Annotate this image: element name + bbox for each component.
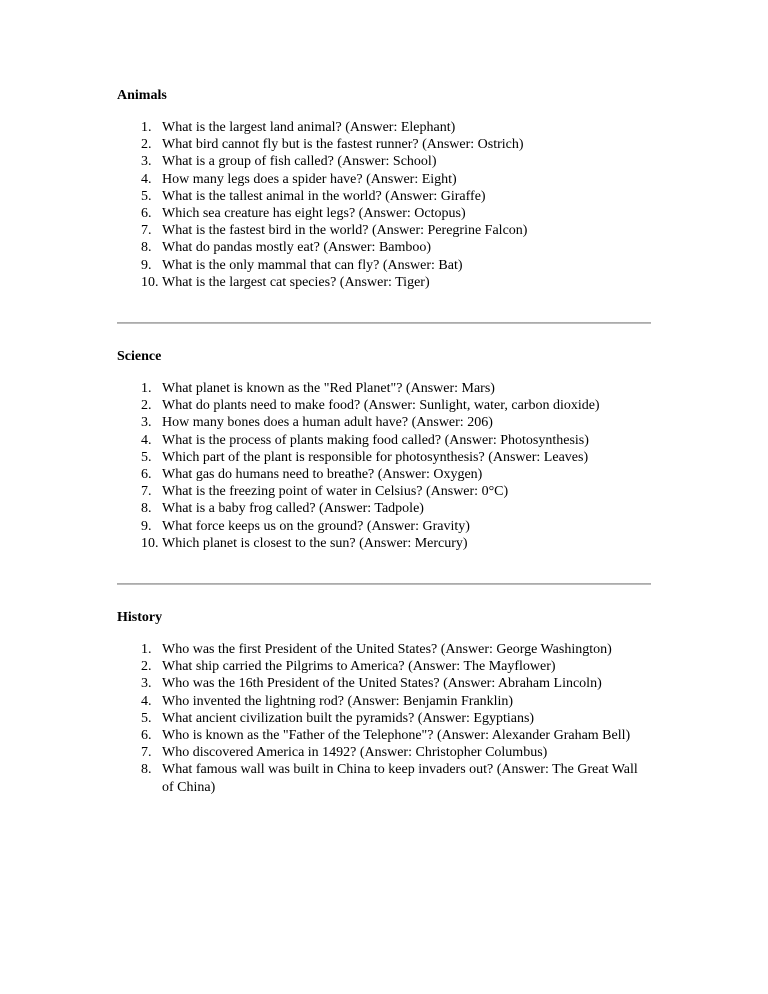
- question-item: [117, 432, 651, 449]
- section-divider: [117, 583, 651, 585]
- question-item: [117, 222, 651, 239]
- question-number: 4.: [141, 693, 152, 709]
- section-heading: Animals: [117, 88, 167, 103]
- question-list: [117, 380, 651, 552]
- question-text: Which sea creature has eight legs? (Answer: Octopus): [162, 206, 466, 222]
- sections-container: [117, 87, 651, 796]
- question-item: [117, 658, 651, 675]
- question-number: 1.: [141, 642, 152, 658]
- question-item: [117, 274, 651, 291]
- question-item: [117, 257, 651, 274]
- question-text: Who was the 16th President of the United States? (Answer: Abraham Lincoln): [162, 676, 602, 692]
- question-text: What ancient civilization built the pyramids? (Answer: Egyptians): [162, 710, 535, 726]
- question-number: 10.: [141, 535, 159, 551]
- question-item: [117, 136, 651, 153]
- question-item: [117, 119, 651, 136]
- question-item: [117, 761, 651, 795]
- question-item: [117, 466, 651, 483]
- question-number: 4.: [141, 432, 152, 448]
- question-item: [117, 744, 651, 761]
- question-text: Which part of the plant is responsible for photosynthesis? (Answer: Leaves): [162, 449, 589, 465]
- question-text: Who is known as the "Father of the Telephone"? (Answer: Alexander Graham Bell): [162, 728, 631, 744]
- question-text: How many legs does a spider have? (Answer: Eight): [162, 171, 457, 187]
- question-number: 7.: [141, 223, 152, 239]
- question-item: [117, 239, 651, 256]
- question-text: What gas do humans need to breathe? (Answer: Oxygen): [162, 467, 483, 483]
- question-number: 7.: [141, 745, 152, 761]
- question-item: [117, 397, 651, 414]
- section-science: [117, 348, 651, 552]
- question-text: What is the process of plants making food called? (Answer: Photosynthesis): [162, 432, 589, 448]
- question-text: Who invented the lightning rod? (Answer: Benjamin Franklin): [162, 693, 514, 709]
- question-number: 6.: [141, 728, 152, 744]
- question-text: Who was the first President of the United States? (Answer: George Washington): [162, 642, 612, 658]
- question-item: [117, 518, 651, 535]
- question-item: [117, 710, 651, 727]
- question-number: 3.: [141, 154, 152, 170]
- section-heading: History: [117, 610, 163, 626]
- question-list: [117, 641, 651, 796]
- question-text: What is the only mammal that can fly? (Answer: Bat): [162, 257, 463, 273]
- question-item: [117, 693, 651, 710]
- question-number: 7.: [141, 484, 152, 500]
- section-heading: Science: [117, 349, 162, 365]
- question-number: 2.: [141, 398, 152, 414]
- question-number: 9.: [141, 518, 152, 534]
- question-number: 1.: [141, 120, 152, 135]
- question-number: 5.: [141, 449, 152, 465]
- question-item: [117, 535, 651, 552]
- question-text: What is a baby frog called? (Answer: Tadpole): [162, 501, 424, 517]
- question-text: What is the largest cat species? (Answer: Tiger): [162, 274, 430, 290]
- question-text: What famous wall was built in China to keep invaders out? (Answer: The Great Wall of China): [162, 762, 638, 795]
- question-item: [117, 727, 651, 744]
- question-item: [117, 449, 651, 466]
- question-text: Who discovered America in 1492? (Answer: Christopher Columbus): [162, 745, 548, 761]
- question-number: 8.: [141, 501, 152, 517]
- question-number: 3.: [141, 676, 152, 692]
- question-text: What planet is known as the "Red Planet"? (Answer: Mars): [162, 381, 495, 397]
- question-number: 1.: [141, 381, 152, 397]
- question-text: How many bones does a human adult have? (Answer: 206): [162, 415, 493, 431]
- question-number: 5.: [141, 710, 152, 726]
- question-item: [117, 153, 651, 170]
- question-number: 6.: [141, 206, 152, 222]
- question-item: [117, 414, 651, 431]
- question-number: 6.: [141, 467, 152, 483]
- question-text: What do plants need to make food? (Answer: Sunlight, water, carbon dioxide): [162, 398, 600, 414]
- section-animals: [117, 87, 651, 291]
- question-number: 2.: [141, 659, 152, 675]
- question-item: [117, 641, 651, 658]
- section-divider: [117, 322, 651, 324]
- question-number: 3.: [141, 415, 152, 431]
- question-item: [117, 675, 651, 692]
- question-text: What is the freezing point of water in Celsius? (Answer: 0°C): [162, 484, 509, 500]
- question-item: [117, 188, 651, 205]
- question-number: 5.: [141, 188, 152, 204]
- question-item: [117, 205, 651, 222]
- question-item: [117, 171, 651, 188]
- question-number: 4.: [141, 171, 152, 187]
- question-text: What do pandas mostly eat? (Answer: Bamboo): [162, 240, 432, 256]
- question-number: 8.: [141, 240, 152, 256]
- question-text: What force keeps us on the ground? (Answer: Gravity): [162, 518, 470, 534]
- question-text: What bird cannot fly but is the fastest runner? (Answer: Ostrich): [162, 137, 524, 153]
- question-text: What is the tallest animal in the world? (Answer: Giraffe): [162, 188, 486, 204]
- question-number: 9.: [141, 257, 152, 273]
- question-text: What is the fastest bird in the world? (Answer: Peregrine Falcon): [162, 223, 528, 239]
- question-item: [117, 483, 651, 500]
- question-number: 2.: [141, 137, 152, 153]
- question-text: Which planet is closest to the sun? (Answer: Mercury): [162, 535, 468, 551]
- section-history: [117, 609, 651, 796]
- question-number: 10.: [141, 274, 159, 290]
- question-item: [117, 380, 651, 397]
- question-text: What is a group of fish called? (Answer: School): [162, 154, 437, 170]
- question-text: What ship carried the Pilgrims to America? (Answer: The Mayflower): [162, 659, 556, 675]
- question-text: What is the largest land animal? (Answer: Elephant): [162, 120, 456, 135]
- question-list: [117, 119, 651, 291]
- question-number: 8.: [141, 762, 152, 778]
- question-item: [117, 500, 651, 517]
